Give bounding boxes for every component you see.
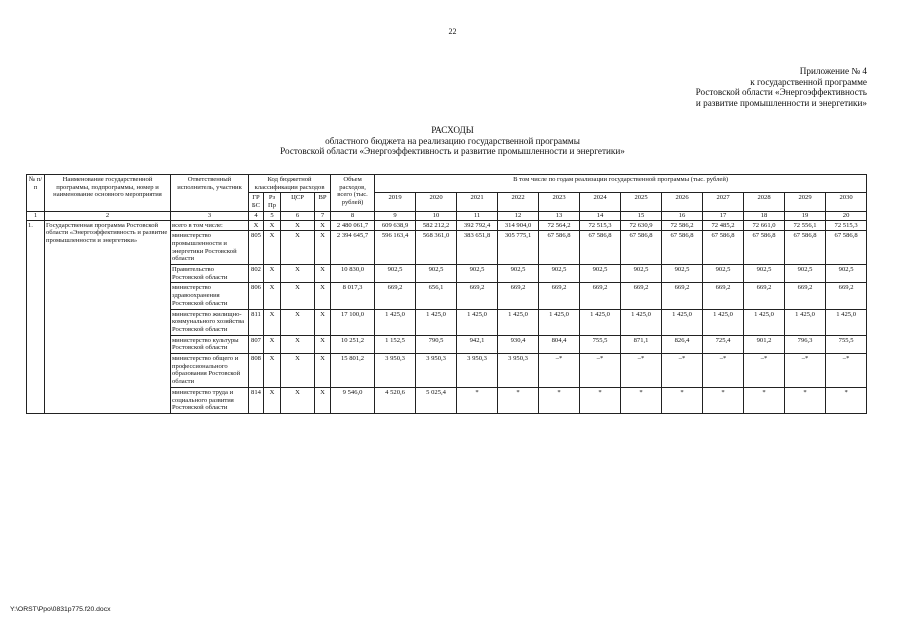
grbs-cell: 808	[249, 354, 264, 388]
column-number: 1	[27, 211, 45, 220]
total-cell: 2 480 061,7	[331, 220, 375, 231]
column-number: 13	[539, 211, 580, 220]
year-value-cell: 901,2	[744, 335, 785, 353]
column-number: 18	[744, 211, 785, 220]
header-num: № п/п	[27, 175, 45, 212]
year-value-cell: 902,5	[580, 265, 621, 283]
header-name: Наименование государственной программы, подпрограммы, номер и наименование основного мероприятия	[45, 175, 171, 212]
header-rzpr: Рз Пр	[264, 193, 281, 211]
year-value-cell: 67 586,8	[621, 231, 662, 265]
header-code-group: Код бюджетной классификации расходов	[249, 175, 331, 193]
executor-cell: всего в том числе:	[171, 220, 249, 231]
column-number: 17	[703, 211, 744, 220]
year-value-cell: 305 775,1	[498, 231, 539, 265]
executor-cell: министерство общего и профессионального образования Ростовской области	[171, 354, 249, 388]
year-value-cell: 72 515,3	[826, 220, 867, 231]
column-number: 3	[171, 211, 249, 220]
vr-cell: X	[315, 309, 331, 335]
year-value-cell: 669,2	[457, 283, 498, 309]
year-value-cell: 669,2	[375, 283, 416, 309]
total-cell: 9 546,0	[331, 387, 375, 413]
grbs-cell: 811	[249, 309, 264, 335]
header-year: 2023	[539, 193, 580, 211]
year-value-cell: 1 425,0	[785, 309, 826, 335]
column-number: 15	[621, 211, 662, 220]
column-number: 10	[416, 211, 457, 220]
year-value-cell: 755,5	[826, 335, 867, 353]
year-value-cell: 1 425,0	[375, 309, 416, 335]
total-cell: 10 251,2	[331, 335, 375, 353]
year-value-cell: 596 163,4	[375, 231, 416, 265]
year-value-cell: 4 520,6	[375, 387, 416, 413]
year-value-cell: –*	[662, 354, 703, 388]
year-value-cell: 796,3	[785, 335, 826, 353]
total-cell: 8 017,3	[331, 283, 375, 309]
column-number: 4	[249, 211, 264, 220]
year-value-cell: 902,5	[826, 265, 867, 283]
year-value-cell: 568 361,0	[416, 231, 457, 265]
year-value-cell: 3 950,3	[416, 354, 457, 388]
year-value-cell: *	[703, 387, 744, 413]
total-cell: 2 394 645,7	[331, 231, 375, 265]
year-value-cell: 1 425,0	[580, 309, 621, 335]
appendix-line: к государственной программе	[750, 76, 867, 87]
year-value-cell: 669,2	[498, 283, 539, 309]
year-value-cell: 1 425,0	[826, 309, 867, 335]
year-value-cell: 72 630,9	[621, 220, 662, 231]
column-number-row	[27, 211, 867, 220]
year-value-cell: –*	[826, 354, 867, 388]
rzpr-cell: X	[264, 283, 281, 309]
vr-cell: X	[315, 220, 331, 231]
year-value-cell: 669,2	[785, 283, 826, 309]
header-year: 2029	[785, 193, 826, 211]
year-value-cell: 67 586,8	[539, 231, 580, 265]
document-title	[0, 125, 905, 157]
grbs-cell: 805	[249, 231, 264, 265]
year-value-cell: *	[826, 387, 867, 413]
executor-cell: министерство труда и социального развития Ростовской области	[171, 387, 249, 413]
executor-cell: министерство культуры Ростовской области	[171, 335, 249, 353]
year-value-cell: 67 586,8	[662, 231, 703, 265]
year-value-cell: 1 425,0	[621, 309, 662, 335]
grbs-cell: 807	[249, 335, 264, 353]
year-value-cell: 669,2	[826, 283, 867, 309]
year-value-cell: 790,5	[416, 335, 457, 353]
year-value-cell: 930,4	[498, 335, 539, 353]
year-value-cell: 826,4	[662, 335, 703, 353]
appendix-header	[607, 66, 867, 108]
year-value-cell: 902,5	[539, 265, 580, 283]
rzpr-cell: X	[264, 309, 281, 335]
header-year: 2019	[375, 193, 416, 211]
total-cell: 15 801,2	[331, 354, 375, 388]
year-value-cell: 669,2	[580, 283, 621, 309]
header-year: 2020	[416, 193, 457, 211]
year-value-cell: 902,5	[375, 265, 416, 283]
year-value-cell: 392 792,4	[457, 220, 498, 231]
csr-cell: X	[281, 387, 315, 413]
table-row	[27, 220, 867, 231]
csr-cell: X	[281, 231, 315, 265]
year-value-cell: –*	[580, 354, 621, 388]
year-value-cell: –*	[621, 354, 662, 388]
year-value-cell: *	[785, 387, 826, 413]
year-value-cell: –*	[785, 354, 826, 388]
column-number: 16	[662, 211, 703, 220]
rzpr-cell: X	[264, 231, 281, 265]
csr-cell: X	[281, 335, 315, 353]
year-value-cell: 5 025,4	[416, 387, 457, 413]
year-value-cell: 725,4	[703, 335, 744, 353]
column-number: 8	[331, 211, 375, 220]
grbs-cell: 806	[249, 283, 264, 309]
year-value-cell: 314 904,0	[498, 220, 539, 231]
header-row	[27, 175, 867, 193]
csr-cell: X	[281, 309, 315, 335]
year-value-cell: 871,1	[621, 335, 662, 353]
header-vr: ВР	[315, 193, 331, 211]
header-year: 2030	[826, 193, 867, 211]
year-value-cell: 609 638,9	[375, 220, 416, 231]
rzpr-cell: X	[264, 265, 281, 283]
year-value-cell: *	[580, 387, 621, 413]
year-value-cell: 656,1	[416, 283, 457, 309]
year-value-cell: 3 950,3	[457, 354, 498, 388]
column-number: 20	[826, 211, 867, 220]
year-value-cell: 1 425,0	[457, 309, 498, 335]
csr-cell: X	[281, 265, 315, 283]
year-value-cell: 1 425,0	[703, 309, 744, 335]
rzpr-cell: X	[264, 387, 281, 413]
column-number: 11	[457, 211, 498, 220]
header-year: 2027	[703, 193, 744, 211]
program-name: Государственная программа Ростовской области «Энергоэффективность и развитие промышленности и энергетики»	[45, 220, 171, 413]
year-value-cell: 902,5	[785, 265, 826, 283]
year-value-cell: 804,4	[539, 335, 580, 353]
year-value-cell: 383 651,8	[457, 231, 498, 265]
column-number: 12	[498, 211, 539, 220]
year-value-cell: 72 556,1	[785, 220, 826, 231]
year-value-cell: 902,5	[457, 265, 498, 283]
header-executor: Ответственный исполнитель, участник	[171, 175, 249, 212]
header-year: 2021	[457, 193, 498, 211]
grbs-cell: 802	[249, 265, 264, 283]
table-body	[27, 220, 867, 413]
total-cell: 10 830,0	[331, 265, 375, 283]
year-value-cell: 1 425,0	[539, 309, 580, 335]
year-value-cell: 1 425,0	[498, 309, 539, 335]
year-value-cell: 669,2	[621, 283, 662, 309]
year-value-cell: 1 425,0	[744, 309, 785, 335]
grbs-cell: X	[249, 220, 264, 231]
executor-cell: министерство жилищно-коммунального хозяйства Ростовской области	[171, 309, 249, 335]
year-value-cell: 755,5	[580, 335, 621, 353]
year-value-cell: 902,5	[416, 265, 457, 283]
year-value-cell: *	[621, 387, 662, 413]
appendix-line: и развитие промышленности и энергетики»	[695, 97, 867, 108]
year-value-cell: 902,5	[498, 265, 539, 283]
grbs-cell: 814	[249, 387, 264, 413]
year-value-cell: 902,5	[621, 265, 662, 283]
column-number: 5	[264, 211, 281, 220]
header-years-group: В том числе по годам реализации государственной программы (тыс. рублей)	[375, 175, 867, 193]
vr-cell: X	[315, 231, 331, 265]
title-line: Ростовской области «Энергоэффективность и развитие промышленности и энергетики»	[280, 146, 625, 157]
year-value-cell: 72 586,2	[662, 220, 703, 231]
executor-cell: министерство здравоохранения Ростовской области	[171, 283, 249, 309]
year-value-cell: *	[744, 387, 785, 413]
year-value-cell: –*	[744, 354, 785, 388]
appendix-line: Приложение № 4	[799, 66, 867, 76]
year-value-cell: 1 152,5	[375, 335, 416, 353]
year-value-cell: 669,2	[539, 283, 580, 309]
year-value-cell: 582 212,2	[416, 220, 457, 231]
appendix-line: Ростовской области «Энергоэффективность	[695, 87, 867, 98]
year-value-cell: 67 586,8	[785, 231, 826, 265]
csr-cell: X	[281, 354, 315, 388]
year-value-cell: 902,5	[744, 265, 785, 283]
header-year: 2024	[580, 193, 621, 211]
year-value-cell: 3 950,3	[498, 354, 539, 388]
year-value-cell: 942,1	[457, 335, 498, 353]
column-number: 6	[281, 211, 315, 220]
column-number: 9	[375, 211, 416, 220]
year-value-cell: *	[662, 387, 703, 413]
year-value-cell: 67 586,8	[703, 231, 744, 265]
column-number: 2	[45, 211, 171, 220]
year-value-cell: 72 485,2	[703, 220, 744, 231]
header-csr: ЦСР	[281, 193, 315, 211]
rzpr-cell: X	[264, 335, 281, 353]
year-value-cell: 72 564,2	[539, 220, 580, 231]
year-value-cell: 1 425,0	[662, 309, 703, 335]
year-value-cell: –*	[539, 354, 580, 388]
year-value-cell: 72 661,0	[744, 220, 785, 231]
header-year: 2028	[744, 193, 785, 211]
column-number: 19	[785, 211, 826, 220]
header-year: 2022	[498, 193, 539, 211]
year-value-cell: *	[457, 387, 498, 413]
year-value-cell: 67 586,8	[580, 231, 621, 265]
vr-cell: X	[315, 354, 331, 388]
program-number: 1.	[27, 220, 45, 413]
year-value-cell: 902,5	[662, 265, 703, 283]
year-value-cell: 669,2	[662, 283, 703, 309]
rzpr-cell: X	[264, 220, 281, 231]
csr-cell: X	[281, 220, 315, 231]
vr-cell: X	[315, 387, 331, 413]
year-value-cell: 72 515,3	[580, 220, 621, 231]
column-number: 7	[315, 211, 331, 220]
expenses-table	[26, 174, 867, 414]
year-value-cell: *	[539, 387, 580, 413]
year-value-cell: –*	[703, 354, 744, 388]
total-cell: 17 100,0	[331, 309, 375, 335]
file-path-footer: Y:\ORST\Ppo\0831p775.f20.docx	[10, 606, 111, 613]
title-line: областного бюджета на реализацию государственной программы	[325, 135, 580, 146]
executor-cell: Правительство Ростовской области	[171, 265, 249, 283]
year-value-cell: *	[498, 387, 539, 413]
vr-cell: X	[315, 335, 331, 353]
year-value-cell: 3 950,3	[375, 354, 416, 388]
header-year: 2025	[621, 193, 662, 211]
vr-cell: X	[315, 283, 331, 309]
rzpr-cell: X	[264, 354, 281, 388]
column-number: 14	[580, 211, 621, 220]
vr-cell: X	[315, 265, 331, 283]
header-grbs: ГР БС	[249, 193, 264, 211]
year-value-cell: 1 425,0	[416, 309, 457, 335]
csr-cell: X	[281, 283, 315, 309]
year-value-cell: 67 586,8	[826, 231, 867, 265]
page-number: 22	[448, 27, 457, 36]
title-line: РАСХОДЫ	[431, 125, 474, 135]
year-value-cell: 669,2	[744, 283, 785, 309]
year-value-cell: 902,5	[703, 265, 744, 283]
header-volume: Объем расходов, всего (тыс. рублей)	[331, 175, 375, 212]
executor-cell: министерство промышленности и энергетики Ростовской области	[171, 231, 249, 265]
year-value-cell: 67 586,8	[744, 231, 785, 265]
year-value-cell: 669,2	[703, 283, 744, 309]
header-year: 2026	[662, 193, 703, 211]
